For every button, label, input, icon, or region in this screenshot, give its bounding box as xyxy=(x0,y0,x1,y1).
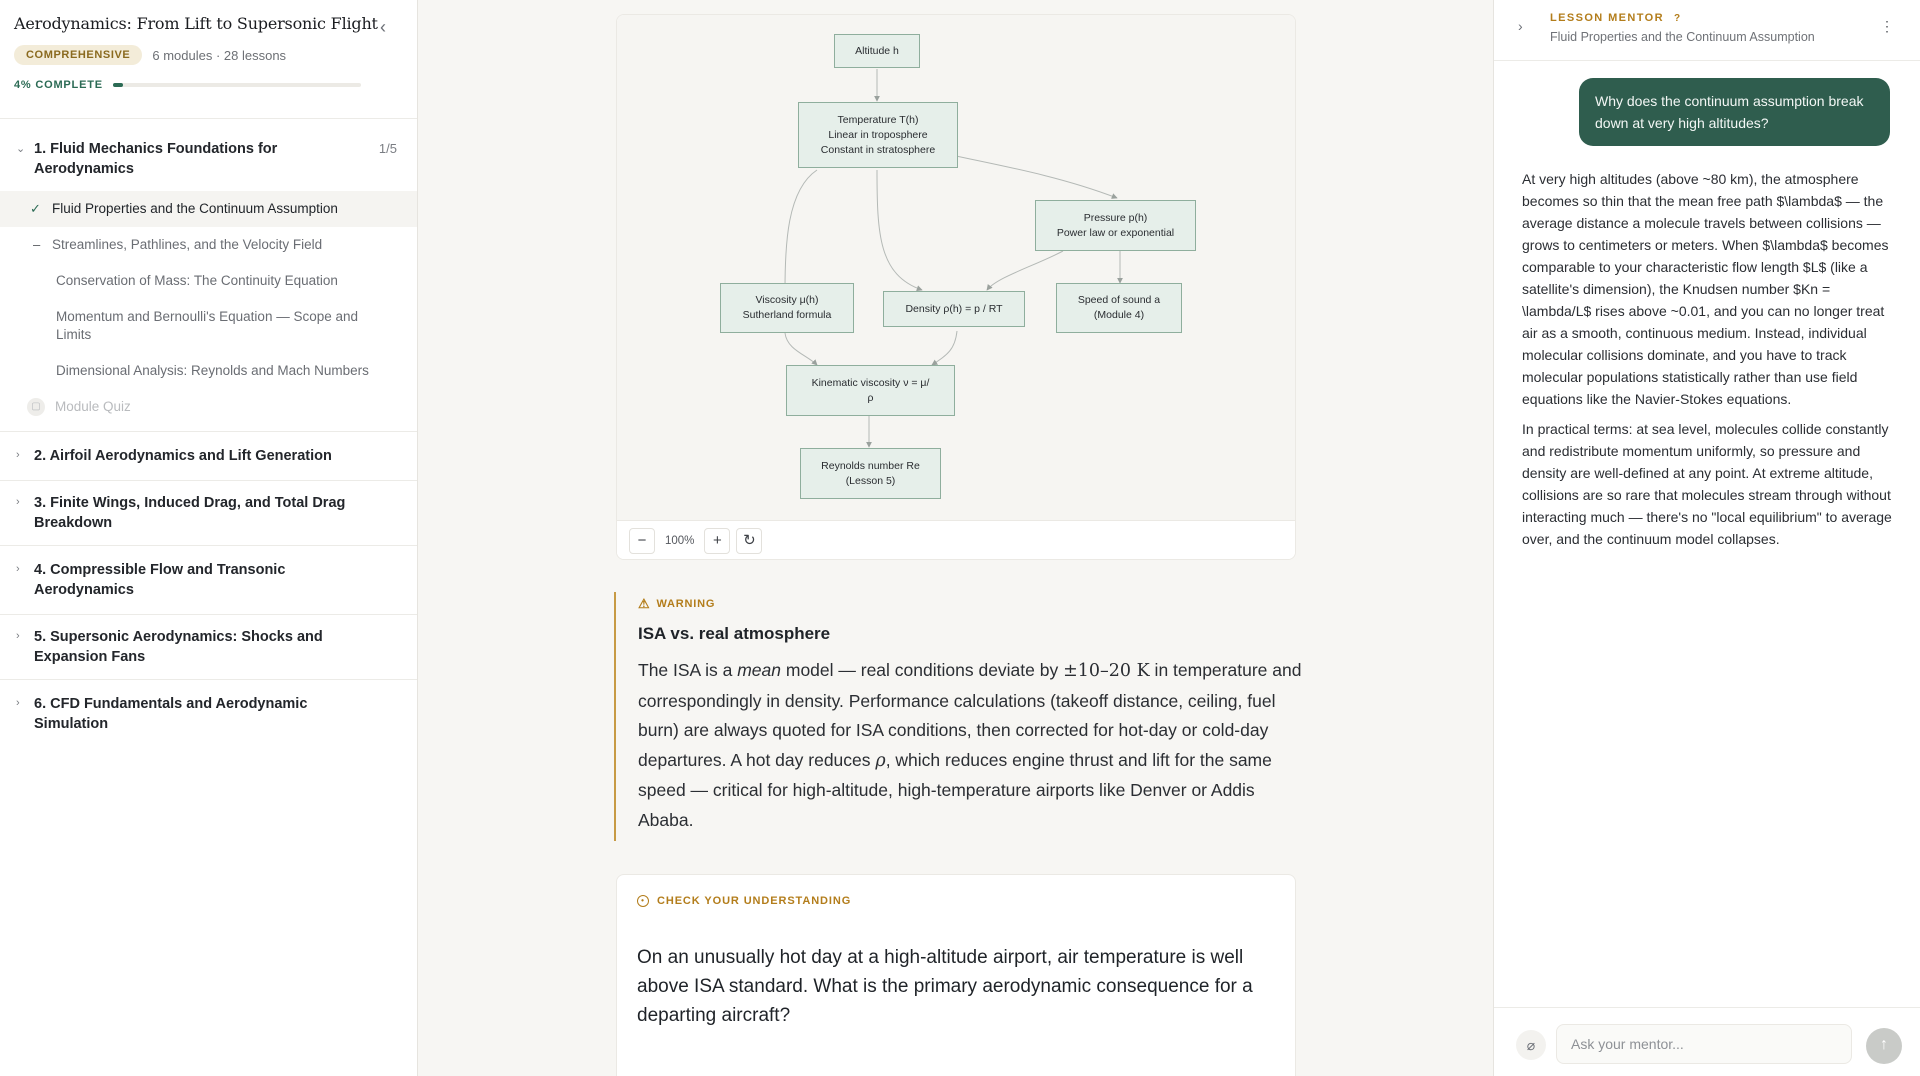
lesson-label: Conservation of Mass: The Continuity Equation xyxy=(56,273,338,288)
reset-icon: ↻ xyxy=(743,532,756,549)
progress-fill xyxy=(113,83,123,87)
check-question: On an unusually hot day at a high-altitude airport, air temperature is well above ISA standard. What is the primary aerodynamic consequence for a departing aircraft? xyxy=(637,947,1253,1026)
assistant-message xyxy=(1522,168,1892,550)
warning-math-range: ±10–20 K xyxy=(1063,661,1150,681)
course-meta: 6 modules · 28 lessons xyxy=(152,47,287,63)
mentor-kicker xyxy=(1550,12,1681,24)
send-button[interactable] xyxy=(1866,1028,1902,1064)
progress-bar xyxy=(113,83,361,87)
node-viscosity-line-2: Sutherland formula xyxy=(742,309,832,321)
node-temperature-line-2: Linear in troposphere xyxy=(828,128,928,141)
zoom-out-button[interactable]: − xyxy=(629,528,655,554)
warning-body-text: in temperature and correspondingly in density. Performance calculations (takeoff distance, ceiling, fuel burn) are always quoted for ISA conditions, then corrected for hot-day or cold-day departures. A hot day reduces xyxy=(638,660,1302,770)
diagram-zoom-controls xyxy=(617,520,1296,560)
lesson-item-bernoulli[interactable] xyxy=(0,299,417,353)
chevron-right-icon: › xyxy=(16,563,20,575)
node-temperature-line-1: Temperature T(h) xyxy=(837,113,919,126)
course-title: Aerodynamics: From Lift to Supersonic Flight xyxy=(14,14,378,33)
attach-button[interactable] xyxy=(1516,1030,1546,1060)
warning-kicker xyxy=(638,596,1304,612)
progress-label: 4% COMPLETE xyxy=(14,79,103,91)
lesson-label: Streamlines, Pathlines, and the Velocity Field xyxy=(52,237,323,252)
node-reynolds-line-1: Reynolds number Re xyxy=(821,459,920,472)
module-progress-count: 1/5 xyxy=(378,141,397,156)
module-quiz-item xyxy=(0,389,417,425)
warning-triangle-icon: ⚠ xyxy=(638,596,651,611)
lesson-item-streamlines[interactable] xyxy=(0,227,417,263)
module-title: 3. Finite Wings, Induced Drag, and Total Drag Breakdown xyxy=(34,495,346,531)
assistant-paragraph: At very high altitudes (above ~80 km), the atmosphere becomes so thin that the mean free path $\lambda$ — the average distance a molecule travels between collisions — grows to centimeters or meters. When $\lambda$ becomes comparable to your characteristic flow length $L$ (like a satellite's dimension), the Knudsen number $Kn = \lambda/L$ rises above ~0.01, and you can no longer treat air as a smooth, continuous medium. Instead, individual molecular collisions dominate, and you have to track molecular populations statistically rather than use field equations like the Navier-Stokes equations. xyxy=(1522,171,1889,407)
lesson-label: Momentum and Bernoulli's Equation — Scope and Limits xyxy=(56,309,359,342)
arrow-up-icon: ↑ xyxy=(1880,1036,1888,1053)
diagram-edges xyxy=(617,15,1296,520)
help-icon[interactable]: ? xyxy=(1673,13,1682,24)
warning-body-text: , which reduces engine thrust and lift for the same speed — critical for high-altitude, high-temperature airports like Denver or Addis Ababa. xyxy=(638,749,1272,830)
mentor-composer xyxy=(1494,1007,1920,1076)
module-1-header[interactable] xyxy=(0,119,417,191)
warning-kicker-label: WARNING xyxy=(656,598,716,610)
collapse-sidebar-button[interactable] xyxy=(373,18,393,38)
check-understanding-card xyxy=(616,874,1296,1076)
check-kicker-label: CHECK YOUR UNDERSTANDING xyxy=(657,895,852,907)
lesson-item-fluid-properties[interactable] xyxy=(0,191,417,227)
module-title: 4. Compressible Flow and Transonic Aerodynamics xyxy=(34,562,286,598)
node-pressure xyxy=(1035,200,1196,251)
check-kicker xyxy=(637,895,1275,907)
module-title: 2. Airfoil Aerodynamics and Lift Generation xyxy=(34,448,332,464)
chevron-right-icon: › xyxy=(16,449,20,461)
lesson-label: Dimensional Analysis: Reynolds and Mach Numbers xyxy=(56,363,369,378)
lesson-item-dimensional-analysis[interactable] xyxy=(0,353,417,389)
node-density-label: Density ρ(h) = p / RT xyxy=(905,302,1003,315)
module-2[interactable] xyxy=(0,432,417,481)
module-1 xyxy=(0,119,417,432)
paperclip-icon: ⌀ xyxy=(1526,1037,1536,1053)
mentor-input[interactable] xyxy=(1556,1024,1852,1064)
node-kinematic-viscosity xyxy=(786,365,955,416)
mentor-panel xyxy=(1493,0,1920,1076)
check-icon: ✓ xyxy=(30,201,41,216)
node-temperature-line-3: Constant in stratosphere xyxy=(820,143,936,156)
node-reynolds-line-2: (Lesson 5) xyxy=(845,474,896,487)
node-reynolds xyxy=(800,448,941,499)
module-title: 1. Fluid Mechanics Foundations for Aerodynamics xyxy=(34,141,278,177)
warning-title: ISA vs. real atmosphere xyxy=(638,624,831,643)
node-viscosity xyxy=(720,283,854,333)
zoom-in-button[interactable]: + xyxy=(704,528,730,554)
module-title: 6. CFD Fundamentals and Aerodynamic Simulation xyxy=(34,696,308,732)
node-speed-of-sound xyxy=(1056,283,1182,333)
mentor-kicker-label: LESSON MENTOR xyxy=(1550,12,1664,24)
node-sound-line-2: (Module 4) xyxy=(1093,309,1145,321)
quiz-label: Module Quiz xyxy=(55,399,131,414)
lesson-item-continuity[interactable] xyxy=(0,263,417,299)
chevron-left-icon: ‹ xyxy=(380,17,386,37)
zoom-level: 100% xyxy=(665,535,695,547)
chevron-down-icon: ⌄ xyxy=(16,143,26,155)
lock-icon: ▢ xyxy=(27,398,45,416)
user-message: Why does the continuum assumption break down at very high altitudes? xyxy=(1579,78,1890,146)
node-altitude-label: Altitude h xyxy=(855,44,899,57)
node-altitude xyxy=(834,34,920,68)
module-3[interactable] xyxy=(0,481,417,546)
node-pressure-line-2: Power law or exponential xyxy=(1056,226,1175,239)
node-kinematic-line-2: ρ xyxy=(867,391,874,404)
module-5[interactable] xyxy=(0,615,417,680)
warning-body-emphasis: mean xyxy=(737,660,781,680)
module-4[interactable] xyxy=(0,546,417,615)
diagram-card xyxy=(616,14,1296,560)
more-options-icon[interactable]: ⋮ xyxy=(1880,18,1894,34)
chevron-right-icon[interactable]: › xyxy=(1518,18,1523,34)
reset-zoom-button[interactable] xyxy=(736,528,762,554)
mentor-header xyxy=(1494,0,1920,61)
assistant-paragraph: In practical terms: at sea level, molecules collide constantly and redistribute momentum uniformly, so pressure and density are well-defined at any point. At extreme altitude, collisions are so rare that molecules stream through without interacting much — there's no "local equilibrium" to average over, and the continuum model collapses. xyxy=(1522,421,1892,547)
warning-callout xyxy=(614,592,1304,841)
mentor-subtitle: Fluid Properties and the Continuum Assumption xyxy=(1550,30,1815,44)
course-header xyxy=(0,0,417,119)
chevron-right-icon: › xyxy=(16,697,20,709)
warning-body-text: The ISA is a xyxy=(638,660,738,680)
warning-body xyxy=(638,656,1304,835)
chevron-right-icon: › xyxy=(16,496,20,508)
node-temperature xyxy=(798,102,958,168)
warning-math-rho: ρ xyxy=(875,750,886,771)
current-dash-icon: – xyxy=(33,237,41,252)
level-badge: COMPREHENSIVE xyxy=(14,45,142,65)
node-kinematic-line-1: Kinematic viscosity ν = μ/ xyxy=(811,376,930,389)
warning-body-text: model — real conditions deviate by xyxy=(781,660,1064,680)
module-title: 5. Supersonic Aerodynamics: Shocks and Expansion Fans xyxy=(34,629,323,665)
lesson-label: Fluid Properties and the Continuum Assumption xyxy=(52,201,338,216)
target-icon: • xyxy=(637,895,649,907)
node-sound-line-1: Speed of sound a xyxy=(1077,294,1161,306)
node-pressure-line-1: Pressure p(h) xyxy=(1083,211,1148,224)
chevron-right-icon: › xyxy=(16,630,20,642)
module-6[interactable] xyxy=(0,680,417,748)
flow-diagram[interactable] xyxy=(617,15,1296,520)
lesson-content xyxy=(418,0,1493,1076)
course-sidebar xyxy=(0,0,418,1076)
node-viscosity-line-1: Viscosity μ(h) xyxy=(755,294,819,306)
node-density xyxy=(883,291,1025,327)
